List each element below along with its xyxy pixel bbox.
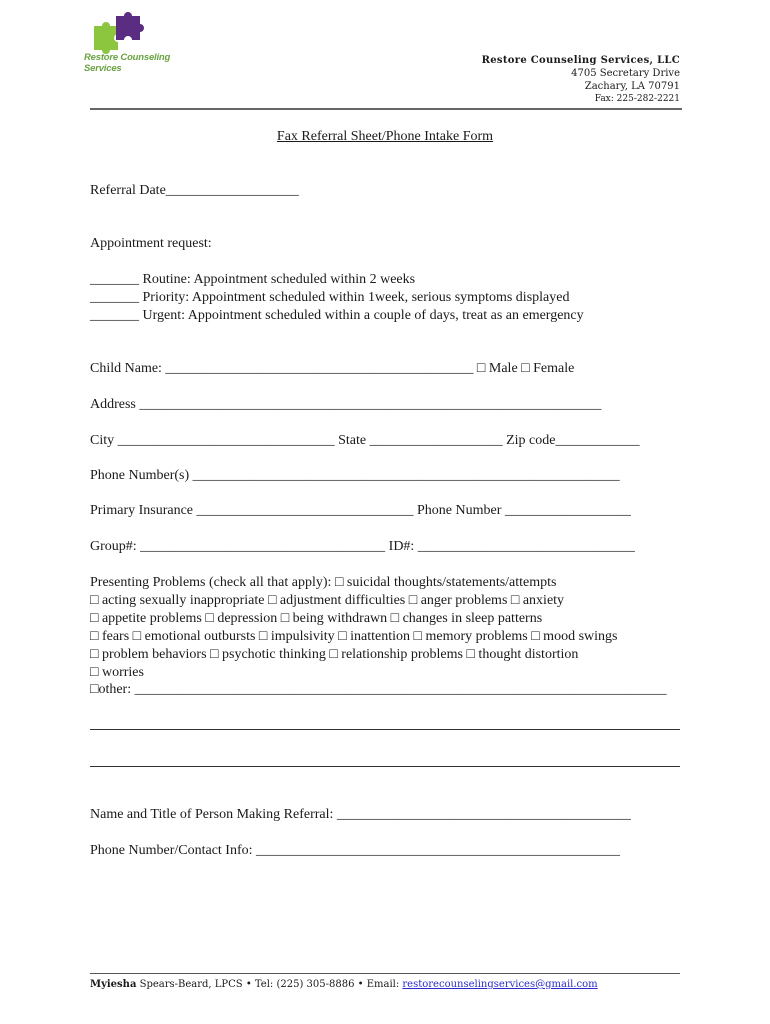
blank-line-2[interactable]	[90, 766, 680, 767]
problems-line-1[interactable]: Presenting Problems (check all that apply): □ suicidal thoughts/statements/attempts	[90, 575, 557, 590]
footer-contact-name: Myiesha	[90, 979, 137, 990]
referral-date-field[interactable]: Referral Date___________________	[90, 183, 299, 198]
org-address-block	[482, 54, 680, 106]
footer-divider	[90, 973, 680, 974]
org-name: Restore Counseling Services, LLC	[481, 55, 680, 66]
appointment-option-routine[interactable]: _______ Routine: Appointment scheduled within 2 weeks	[90, 272, 416, 287]
header-divider	[90, 108, 682, 110]
city-state-zip-field[interactable]: City _______________________________ State ___________________ Zip code____________	[90, 433, 640, 448]
problems-other-field[interactable]: □other: ____________________________________________________________________________	[90, 682, 667, 697]
referrer-contact-field[interactable]: Phone Number/Contact Info: ____________________________________________________	[90, 843, 621, 858]
problems-line-6[interactable]: □ worries	[90, 665, 144, 680]
form-title: Fax Referral Sheet/Phone Intake Form	[276, 129, 494, 144]
org-street: 4705 Secretary Drive	[571, 68, 680, 79]
blank-line-1[interactable]	[90, 729, 680, 730]
primary-insurance-field[interactable]: Primary Insurance _______________________________ Phone Number __________________	[90, 503, 631, 518]
org-fax: Fax: 225-282-2221	[594, 94, 680, 104]
address-field[interactable]: Address __________________________________________________________________	[90, 397, 602, 412]
problems-line-2[interactable]: □ acting sexually inappropriate □ adjustment difficulties □ anger problems □ anxiety	[90, 593, 565, 608]
group-id-field[interactable]: Group#: ___________________________________ ID#: _______________________________	[90, 539, 635, 554]
referrer-name-title-field[interactable]: Name and Title of Person Making Referral: __________________________________________	[90, 807, 631, 822]
appointment-heading: Appointment request:	[90, 236, 212, 251]
phone-numbers-field[interactable]: Phone Number(s) _____________________________________________________________	[90, 468, 620, 483]
footer-contact	[90, 979, 598, 990]
problems-line-5[interactable]: □ problem behaviors □ psychotic thinking □ relationship problems □ thought distortion	[90, 647, 579, 662]
appointment-option-urgent[interactable]: _______ Urgent: Appointment scheduled within a couple of days, treat as an emergency	[90, 308, 584, 323]
logo	[84, 10, 194, 74]
appointment-option-priority[interactable]: _______ Priority: Appointment scheduled within 1week, serious symptoms displayed	[90, 290, 570, 305]
problems-line-4[interactable]: □ fears □ emotional outbursts □ impulsivity □ inattention □ memory problems □ mood swings	[90, 629, 618, 644]
footer-contact-details: Spears-Beard, LPCS • Tel: (225) 305-8886 • Email:	[136, 979, 403, 990]
org-city: Zachary, LA 70791	[584, 81, 680, 92]
footer-email-link[interactable]: restorecounselingservices@gmail.com	[402, 979, 598, 990]
child-name-field[interactable]: Child Name: ____________________________________________ □ Male □ Female	[90, 361, 575, 376]
puzzle-logo-icon	[90, 12, 150, 54]
problems-line-3[interactable]: □ appetite problems □ depression □ being withdrawn □ changes in sleep patterns	[90, 611, 543, 626]
logo-text: Restore Counseling Services	[84, 52, 171, 74]
